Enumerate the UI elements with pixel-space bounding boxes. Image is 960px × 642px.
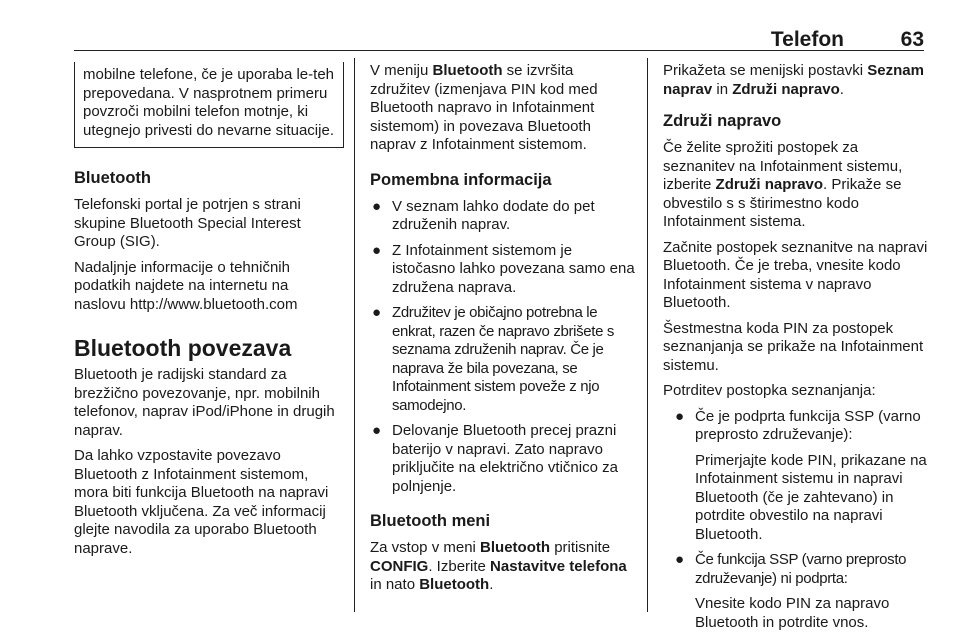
paragraph: Prikažeta se menijski postavki Seznam naprav in Združi napravo. [663, 62, 924, 98]
paragraph: Telefonski portal je potrjen s strani skupine Bluetooth Special Interest Group (SIG). [74, 196, 301, 250]
bullet-icon: ● [675, 407, 685, 425]
header-rule [74, 50, 924, 51]
paragraph: Šestmestna koda PIN za postopek seznanjanja se prikaže na Infotainment sistemu. [663, 319, 924, 374]
column-1 [74, 62, 340, 565]
paragraph: Da lahko vzpostavite povezavo Bluetooth z Infotainment sistemom, mora biti funkcija Bluetooth na napravi Bluetooth vključena. Za več informacij glejte navodila za uporabo Bluetooth naprave. [74, 447, 329, 557]
heading-zdruzi-napravo: Združi napravo [663, 112, 782, 130]
bullet-icon: ● [675, 551, 685, 568]
paragraph: Začnite postopek seznanitve na napravi Bluetooth. Če je treba, vnesite kodo Infotainment sistema v napravo Bluetooth. [663, 238, 928, 311]
important-list [370, 198, 635, 497]
heading-bluetooth-povezava: Bluetooth povezava [74, 335, 292, 361]
column-divider-2 [647, 58, 648, 612]
paragraph: V meniju Bluetooth se izvršita združitev (izmenjava PIN kod med Bluetooth napravo in Infotainment sistemom) in povezava Bluetooth naprav z Infotainment sistemom. [370, 62, 598, 153]
bullet-icon: ● [372, 422, 382, 439]
list-item: ● Če funkcija SSP (varno preprosto združevanje) ni podprta: Vnesite kodo PIN za napravo Bluetooth in potrdite vnos. [675, 551, 907, 631]
list-item: ● Če je podprta funkcija SSP (varno preprosto združevanje): Primerjajte kode PIN, prikazane na Infotainment sistemu in napravi Bluetooth (če je zahtevano) in potrdite obvestilo na napravi Bluetooth. [675, 407, 927, 543]
paragraph: Bluetooth je radijski standard za brezžično povezovanje, npr. mobilnih telefonov, naprav iPod/iPhone in drugih naprav. [74, 366, 335, 439]
bold-term: Bluetooth [432, 62, 503, 79]
paragraph: Potrditev postopka seznanjanja: [663, 382, 876, 399]
paragraph: Če želite sprožiti postopek za seznanitev na Infotainment sistemu, izberite Združi napravo. Prikaže se obvestilo s s štirimestno kodo Infotainment sistema. [663, 139, 903, 230]
list-item: ● Delovanje Bluetooth precej prazni baterijo v napravi. Zato napravo priključite na električno vtičnico za polnjenje. [372, 422, 618, 495]
bullet-icon: ● [372, 241, 382, 259]
section-title: Telefon [770, 28, 844, 51]
list-item: ● V seznam lahko dodate do pet združenih naprav. [372, 197, 595, 233]
column-divider-1 [354, 58, 355, 612]
column-2 [370, 62, 635, 602]
heading-bluetooth-meni: Bluetooth meni [370, 512, 491, 530]
list-item: ● Združitev je običajno potrebna le enkrat, razen če napravo zbrišete s seznama združenih naprav. Če je naprava že bila povezana, se Infotainment sistem poveže z njo samodejno. [372, 304, 615, 414]
paragraph: Nadaljnje informacije o tehničnih podatkih najdete na internetu na naslovu http://www.bluetooth.com [74, 258, 298, 313]
page-number: 63 [900, 28, 924, 51]
list-item: ● Z Infotainment sistemom je istočasno lahko povezana samo ena združena naprava. [372, 241, 635, 296]
paragraph: Za vstop v meni Bluetooth pritisnite CONFIG. Izberite Nastavitve telefona in nato Bluetooth. [370, 539, 627, 593]
page-header [74, 28, 924, 52]
confirmation-list [663, 408, 929, 633]
heading-pomembna-informacija: Pomembna informacija [370, 170, 552, 189]
bullet-icon: ● [372, 197, 382, 215]
warning-note-box [74, 62, 344, 148]
heading-bluetooth: Bluetooth [74, 169, 151, 187]
column-3 [663, 62, 929, 639]
note-text: mobilne telefone, če je uporaba le-teh prepovedana. V nasprotnem primeru povzroči mobilni telefon motnje, ki utegnejo privesti do nevarne situacije. [83, 66, 335, 139]
bullet-icon: ● [372, 304, 382, 321]
